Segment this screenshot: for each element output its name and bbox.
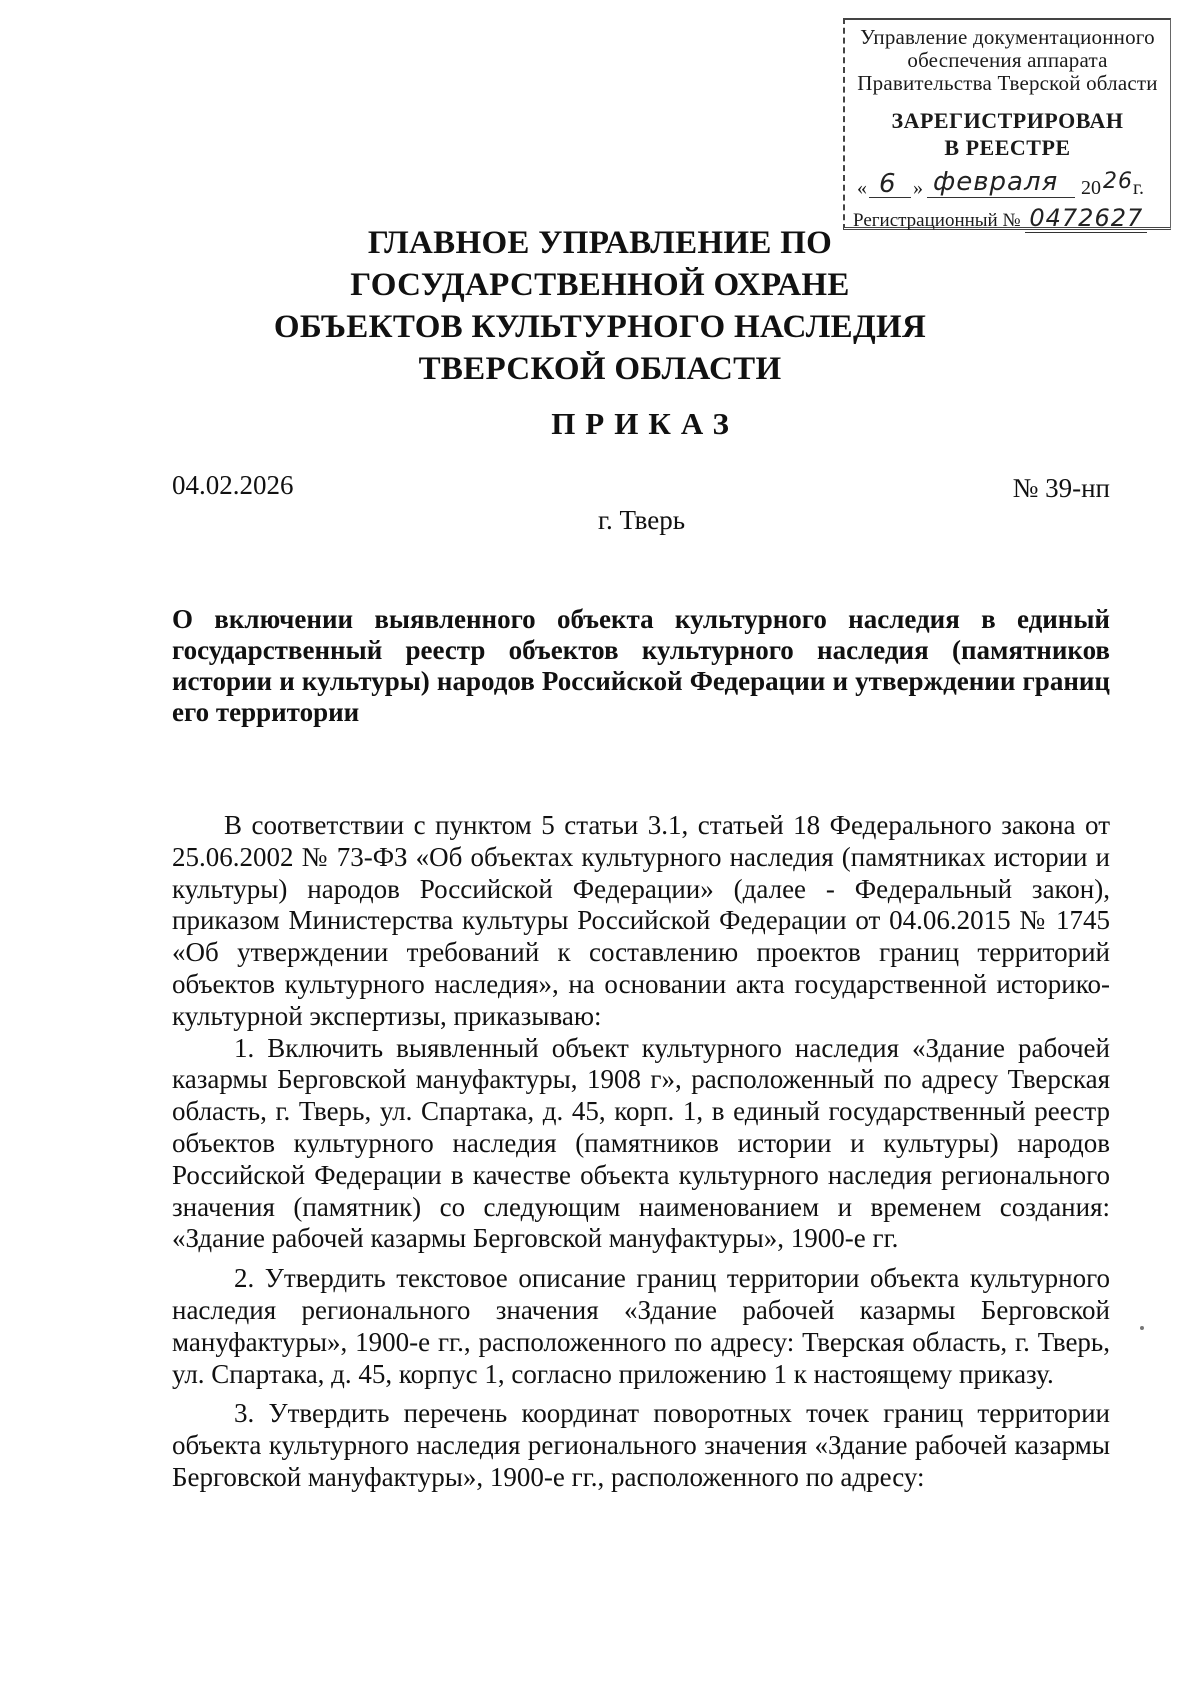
stamp-date-year: 26 [1103, 169, 1133, 194]
document-type: ПРИКАЗ [551, 406, 739, 441]
stamp-org-line: Правительства Тверской области [857, 71, 1158, 95]
stamp-org-line: Управление документационного [860, 25, 1155, 49]
stamp-date-year-suffix: г. [1133, 177, 1144, 199]
title-line: ТВЕРСКОЙ ОБЛАСТИ [418, 351, 782, 387]
stamp-registered-line: ЗАРЕГИСТРИРОВАН [891, 108, 1124, 133]
registration-stamp [843, 18, 1171, 230]
order-number: № 39-нп [1012, 473, 1110, 503]
stamp-quote-close: » [913, 177, 923, 199]
order-body [172, 810, 1110, 1494]
order-date: 04.02.2026 [172, 470, 294, 500]
stamp-number-label: Регистрационный № [853, 210, 1021, 231]
scan-speck [1140, 1326, 1144, 1330]
stamp-registered-line: В РЕЕСТРЕ [944, 135, 1071, 160]
body-item-1: 1. Включить выявленный объект культурного наследия «Здание рабочей казармы Берговской мануфактуры, 1908 г», расположенный по адресу Тверская область, г. Тверь, ул. Спартака, д. 45, корп. 1, в единый государственный реестр объектов культурного наследия (памятников истории и культуры) народов Российской Федерации в качестве объекта культурного наследия регионального значения (памятник) со следующим наименованием и временем создания: «Здание рабочей казармы Берговской мануфактуры», 1900-е гг. [172, 1032, 1110, 1254]
stamp-date-year-prefix: 20 [1081, 177, 1101, 199]
stamp-number-value: 0472627 [1025, 204, 1147, 233]
stamp-date [853, 167, 1164, 203]
order-subject: О включении выявленного объекта культурного наследия в единый государственный реестр объектов культурного наследия (памятников истории и культуры) народов Российской Федерации и утверждении границ его территории [172, 604, 1110, 727]
body-item-3: 3. Утвердить перечень координат поворотных точек границ территории объекта культурного наследия регионального значения «Здание рабочей казармы Берговской мануфактуры», 1900-е гг., расположенного по адресу: [172, 1398, 1110, 1492]
title-line: ГЛАВНОЕ УПРАВЛЕНИЕ ПО [367, 225, 833, 261]
authority-title [200, 222, 1000, 390]
body-intro: В соответствии с пунктом 5 статьи 3.1, статьей 18 Федерального закона от 25.06.2002 № 73-ФЗ «Об объектах культурного наследия (памятниках истории и культуры) народов Российской Федерации» (далее - Федеральный закон), приказом Министерства культуры Российской Федерации от 04.06.2015 № 1745 «Об утверждении требований к составлению проектов границ территорий объектов культурного наследия», на основании акта государственной историко-культурной экспертизы, приказываю: [172, 810, 1110, 1031]
stamp-quote-open: « [857, 177, 867, 199]
stamp-date-day: 6 [879, 169, 897, 199]
title-line: ОБЪЕКТОВ КУЛЬТУРНОГО НАСЛЕДИЯ [273, 309, 927, 345]
stamp-registered [845, 107, 1170, 161]
order-city: г. Тверь [598, 505, 686, 535]
stamp-organization [845, 26, 1170, 95]
stamp-org-line: обеспечения аппарата [907, 48, 1108, 72]
body-item-2: 2. Утвердить текстовое описание границ территории объекта культурного наследия регионального значения «Здание рабочей казармы Берговской мануфактуры», 1900-е гг., расположенного по адресу: Тверская область, г. Тверь, ул. Спартака, д. 45, корпус 1, согласно приложению 1 к настоящему приказу. [172, 1263, 1110, 1389]
title-line: ГОСУДАРСТВЕННОЙ ОХРАНЕ [350, 267, 850, 303]
stamp-date-month: февраля [933, 167, 1059, 197]
